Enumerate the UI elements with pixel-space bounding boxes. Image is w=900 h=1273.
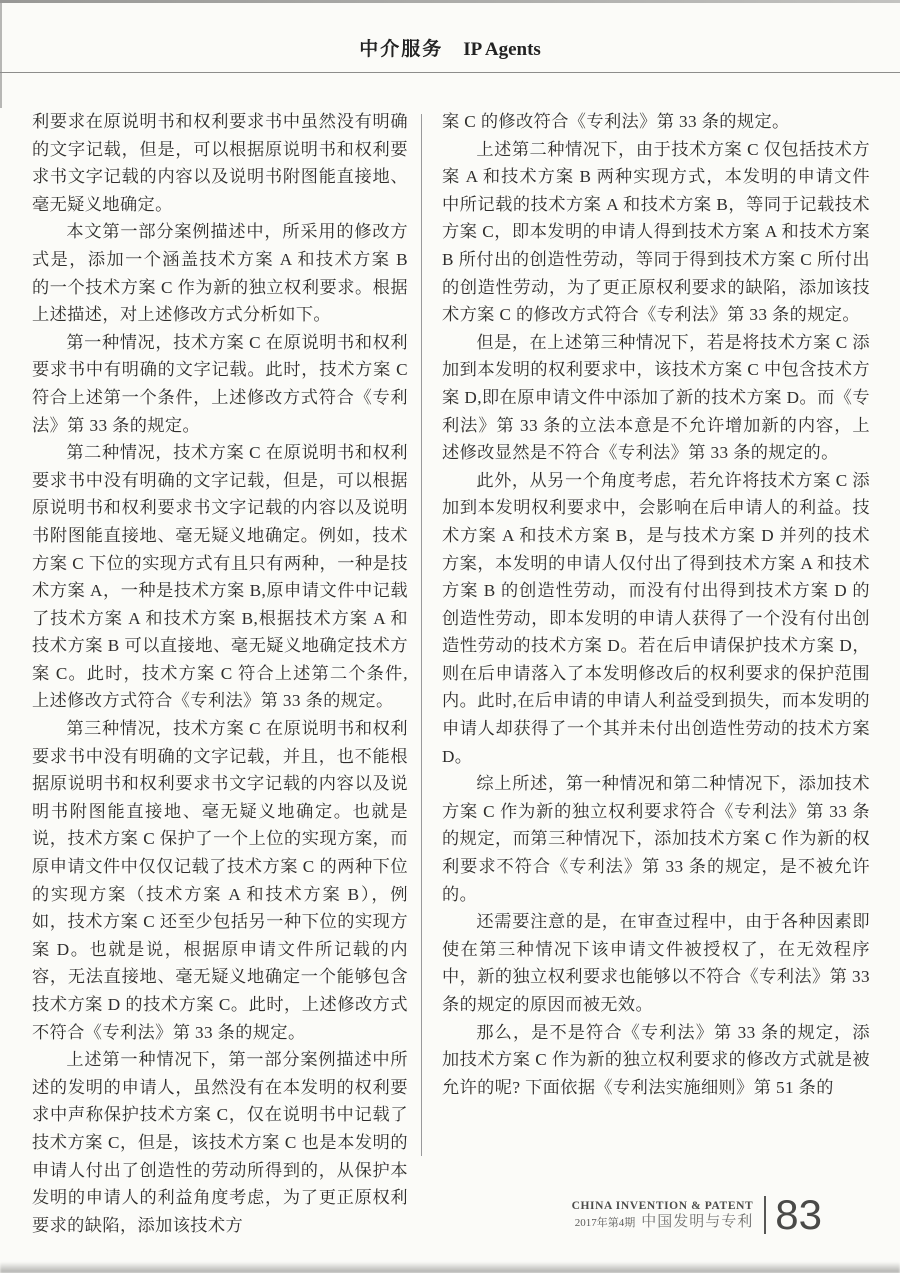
journal-name-cn: 中国发明与专利 — [641, 1212, 754, 1230]
journal-issue-line — [572, 1213, 754, 1232]
paragraph: 还需要注意的是，在审查过程中，由于各种因素即使在第三种情况下该申请文件被授权了，在无效程序中，新的独立权利要求也能够以不符合《专利法》第 33 条的规定的原因而被无效。 — [442, 912, 870, 1014]
page-header — [0, 34, 900, 61]
page-number: 83 — [775, 1191, 822, 1238]
scan-edge-top — [0, 0, 900, 3]
article-body — [32, 100, 870, 1239]
journal-name-en: CHINA INVENTION & PATENT — [571, 1199, 754, 1212]
footer-divider-bar — [764, 1196, 766, 1234]
paragraph: 综上所述，第一种情况和第二种情况下，添加技术方案 C 作为新的独立权利要求符合《专利法》第 33 条的规定，而第三种情况下，添加技术方案 C 作为新的权利要求不符合《专利法》第 33 条的规定，是不被允许的。 — [442, 774, 870, 904]
header-divider — [0, 72, 900, 73]
paragraph: 此外，从另一个角度考虑，若允许将技术方案 C 添加到本发明权利要求中，会影响在后申请人的利益。技术方案 A 和技术方案 B，是与技术方案 D 并列的技术方案，本发明的申请人仅付出了得到技术方案 A 和技术方案 B 的创造性劳动，而没有付出得到技术方案 D 的创造性劳动，即本发明的申请人获得了一个没有付出创造性劳动的技术方案 D。若在后申请保护技术方案 D，则在后申请落入了本发明修改后的权利要求的保护范围内。此时,在后申请的申请人利益受到损失，而本发明的申请人却获得了一个其并未付出创造性劳动的技术方案 D。 — [442, 470, 870, 766]
journal-info — [572, 1199, 754, 1232]
left-column — [32, 100, 408, 1239]
section-title-cn: 中介服务 — [359, 39, 444, 60]
paragraph: 案 C 的修改符合《专利法》第 33 条的规定。 — [442, 112, 790, 131]
paragraph: 本文第一部分案例描述中，所采用的修改方式是，添加一个涵盖技术方案 A 和技术方案 B 的一个技术方案 C 作为新的独立权利要求。根据上述描述，对上述修改方式分析如下。 — [32, 222, 408, 325]
paragraph: 利要求在原说明书和权利要求书中虽然没有明确的文字记载，但是，可以根据原说明书和权利要求书文字记载的内容以及说明书附图能直接地、毫无疑义地确定。 — [32, 112, 408, 214]
section-title-en: IP Agents — [463, 39, 541, 60]
paragraph: 第一种情况，技术方案 C 在原说明书和权利要求书中有明确的文字记载。此时，技术方案 C 符合上述第一个条件，上述修改方式符合《专利法》第 33 条的规定。 — [32, 332, 408, 435]
paragraph: 上述第二种情况下，由于技术方案 C 仅包括技术方案 A 和技术方案 B 两种实现方式，本发明的申请文件中所记载的技术方案 A 和技术方案 B，等同于记载技术方案 C，即本发明的申请人得到技术方案 A 和技术方案 B 所付出的创造性劳动，等同于得到技术方案 C 所付出的创造性劳动，为了更正原权利要求的缺陷，添加该技术方案 C 的修改方式符合《专利法》第 33 条的规定。 — [442, 139, 870, 325]
paragraph: 但是，在上述第三种情况下，若是将技术方案 C 添加到本发明的权利要求中，该技术方案 C 中包含技术方案 D,即在原申请文件中添加了新的技术方案 D。而《专利法》第 33 条的立法本意是不允许增加新的内容，上述修改显然是不符合《专利法》第 33 条的规定的。 — [442, 332, 870, 463]
paragraph: 第二种情况，技术方案 C 在原说明书和权利要求书中没有明确的文字记载，但是，可以根据原说明书和权利要求书文字记载的内容以及说明书附图能直接地、毫无疑义地确定。例如，技术方案 C 下位的实现方式有且只有两种，一种是技术方案 A，一种是技术方案 B,原申请文件中记载了技术方案 A 和技术方案 B,根据技术方案 A 和技术方案 B 可以直接地、毫无疑义地确定技术方案 C。此时，技术方案 C 符合上述第二个条件,上述修改方式符合《专利法》第 33 条的规定。 — [32, 443, 408, 711]
column-divider — [421, 114, 422, 1156]
paragraph: 那么，是不是符合《专利法》第 33 条的规定，添加技术方案 C 作为新的独立权利要求的修改方式就是被允许的呢? 下面依据《专利法实施细则》第 51 条的 — [442, 1022, 870, 1097]
paragraph: 第三种情况，技术方案 C 在原说明书和权利要求书中没有明确的文字记载，并且，也不能根据原说明书和权利要求书文字记载的内容以及说明书附图能直接地、毫无疑义地确定。也就是说，技术方案 C 保护了一个上位的实现方案，而原申请文件中仅仅记载了技术方案 C 的两种下位的实现方案（技术方案 A 和技术方案 B），例如，技术方案 C 还至少包括另一种下位的实现方案 D。也就是说，根据原申请文件所记载的内容，无法直接地、毫无疑义地确定一个能够包含技术方案 D 的技术方案 C。此时，上述修改方式不符合《专利法》第 33 条的规定。 — [32, 719, 408, 1042]
page-footer — [571, 1191, 822, 1238]
paragraph: 上述第一种情况下，第一部分案例描述中所述的发明的申请人，虽然没有在本发明的权利要求中声称保护技术方案 C，仅在说明书中记载了技术方案 C，但是，该技术方案 C 也是本发明的申请人付出了创造性的劳动所得到的，从保护本发明的申请人的利益角度考虑，为了更正原权利要求的缺陷，添加该技术方 — [32, 1050, 408, 1235]
issue-label: 2017年第4期 — [574, 1216, 636, 1229]
scan-edge-bottom — [0, 1262, 900, 1273]
right-column — [442, 100, 870, 1101]
